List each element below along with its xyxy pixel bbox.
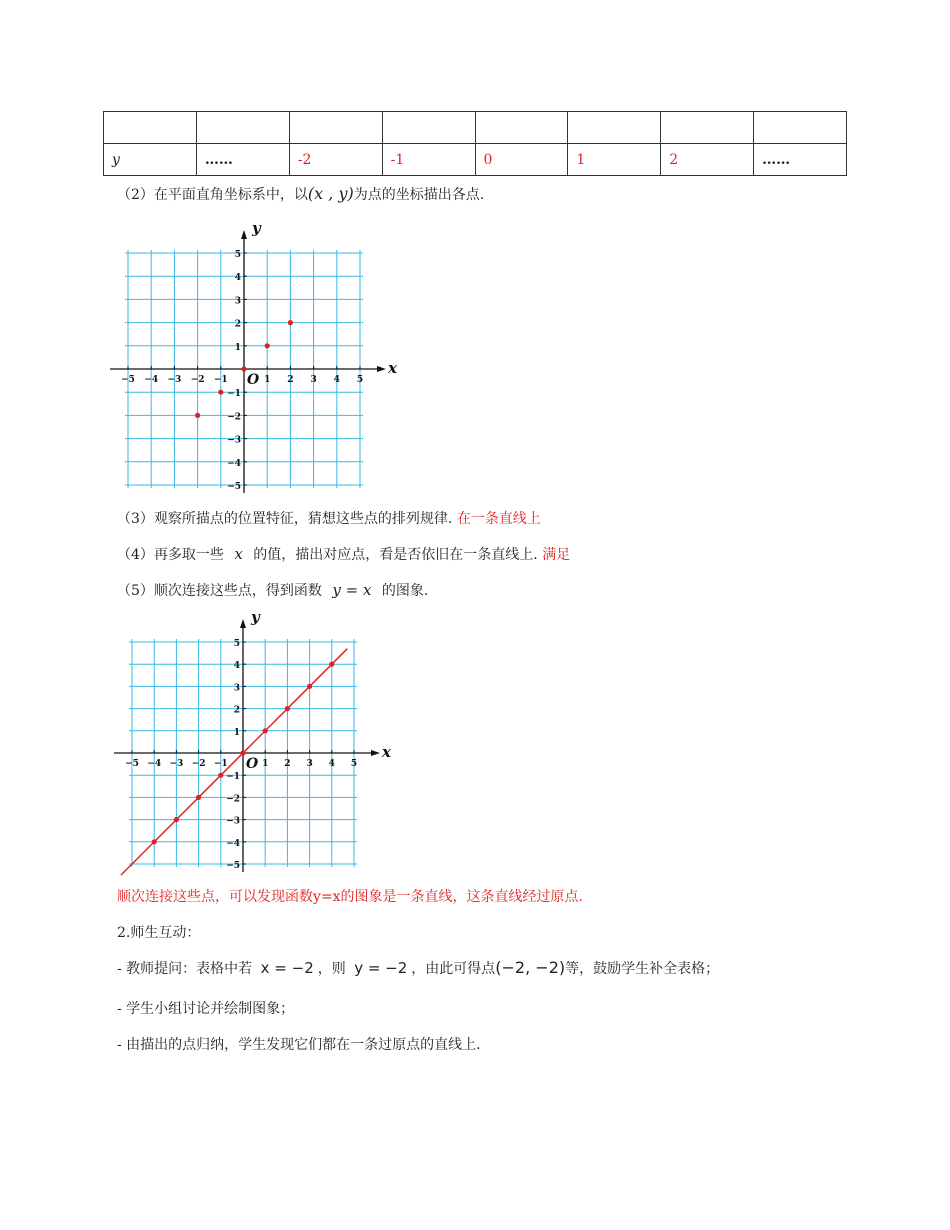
step3-text [117,508,541,528]
x-tick-label: 2 [287,375,294,385]
x-tick-label: −2 [190,375,205,385]
x-tick-label: 1 [262,759,269,769]
item1-point: (−2, −2) [495,958,566,977]
y-tick-label: −4 [227,458,241,469]
y-tick-label: −5 [226,861,240,871]
x-axis-label: x [388,359,397,377]
x-axis-label: x [382,743,391,761]
table-cell: 0 [475,144,568,176]
table-cell: -2 [289,144,382,176]
y-tick-label: −3 [226,816,240,827]
y-tick-label: 4 [234,273,241,284]
data-point [307,684,312,689]
y-tick-label: 3 [234,296,241,307]
table-cell [568,112,661,144]
x-tick-label: −3 [167,375,182,385]
table-cell: y [104,144,197,176]
step4-text [117,544,570,564]
data-point [288,320,293,325]
table-cell [754,112,847,144]
coordinate-graph-points [105,212,395,497]
x-tick-label: 4 [333,375,340,385]
table-cell [475,112,568,144]
table-cell: 2 [661,144,754,176]
y-tick-label: −1 [226,772,240,783]
item1-suffix: 等，鼓励学生补全表格； [565,961,720,977]
y-tick-label: −3 [227,435,241,446]
table-cell [104,112,197,144]
section2-item2: - 学生小组讨论并绘制图象； [117,1001,295,1017]
table-row-y [104,144,847,176]
step5-text [117,580,428,600]
step4-var: x [234,545,243,563]
table-cell [382,112,475,144]
origin-label: O [247,372,260,388]
y-tick-label: −1 [227,389,241,400]
x-tick-label: −2 [191,759,206,769]
step2-suffix: 为点的坐标描出各点. [353,187,485,203]
step3-answer: 在一条直线上 [456,511,541,527]
x-tick-label: 4 [328,759,335,769]
y-tick-label: 1 [233,727,240,738]
item1-mid2: ，由此可得点 [411,961,496,977]
x-axis-arrow [371,750,380,756]
x-tick-label: 5 [356,375,364,385]
section2-title: 2.师生互动： [117,925,201,941]
item1-prefix: - 教师提问：表格中若 [117,961,253,977]
section2-item3: - 由描出的点归纳，学生发现它们都在一条过原点的直线上. [117,1037,481,1053]
y-tick-label: 5 [233,639,240,649]
y-tick-label: 4 [233,661,240,672]
value-table [103,111,847,176]
x-tick-label: −1 [213,759,228,769]
step4-prefix: （4）再多取一些 [117,547,224,563]
y-tick-label: −2 [227,412,241,423]
step4-suffix: 的值，描出对应点，看是否依旧在一条直线上. [253,547,538,563]
data-point [285,706,290,711]
data-point [196,795,201,800]
table-cell [196,112,289,144]
step2-text [117,184,484,204]
data-point [174,817,179,822]
data-point [265,343,270,348]
data-point [218,390,223,395]
item1-math1: x = −2 [260,959,314,977]
data-point [263,728,268,733]
table-cell [661,112,754,144]
y-tick-label: −4 [226,838,240,849]
origin-label: O [246,756,259,772]
data-point [218,773,223,778]
conclusion-text: 顺次连接这些点，可以发现函数y=x的图象是一条直线，这条直线经过原点. [117,889,583,905]
x-tick-label: −4 [147,759,162,769]
coordinate-graph-line [105,605,395,875]
table-cell: 1 [568,144,661,176]
y-tick-label: 5 [234,250,241,260]
x-tick-label: −3 [169,759,184,769]
step5-suffix: 的图象. [381,583,429,599]
step2-coord: (x , y) [307,184,354,203]
table-cell: -1 [382,144,475,176]
data-point [240,750,245,755]
table-row-x [104,112,847,144]
x-axis-arrow [377,366,386,372]
y-tick-label: 3 [233,683,240,694]
step2-prefix: （2）在平面直角坐标系中，以 [117,187,308,203]
y-tick-label: −5 [227,482,241,492]
y-tick-label: 2 [233,705,240,716]
table-cell [289,112,382,144]
step4-answer: 满足 [542,547,571,563]
data-point [152,839,157,844]
y-tick-label: −2 [226,794,240,805]
y-axis-arrow [241,230,247,239]
data-point [241,366,246,371]
section2-item1 [117,958,719,978]
x-tick-label: −5 [125,759,139,769]
y-axis-arrow [240,619,246,628]
x-tick-label: −4 [144,375,159,385]
y-tick-label: 1 [234,342,241,353]
item1-math2: y = −2 [354,959,408,977]
step3-question: （3）观察所描点的位置特征，猜想这些点的排列规律. [117,511,453,527]
x-tick-label: −1 [213,375,228,385]
x-tick-label: 3 [306,759,313,769]
x-tick-label: 1 [264,375,271,385]
item1-mid: ，则 [317,961,346,977]
y-tick-label: 2 [234,319,241,330]
table-cell: …… [196,144,289,176]
x-tick-label: 5 [350,759,358,769]
table-cell: …… [754,144,847,176]
y-axis-label: y [251,608,260,626]
data-point [195,413,200,418]
x-tick-label: 3 [310,375,317,385]
x-tick-label: −5 [121,375,135,385]
y-axis-label: y [252,219,261,237]
x-tick-label: 2 [284,759,291,769]
step5-func: y = x [332,581,372,599]
data-point [329,662,334,667]
step5-prefix: （5）顺次连接这些点，得到函数 [117,583,322,599]
